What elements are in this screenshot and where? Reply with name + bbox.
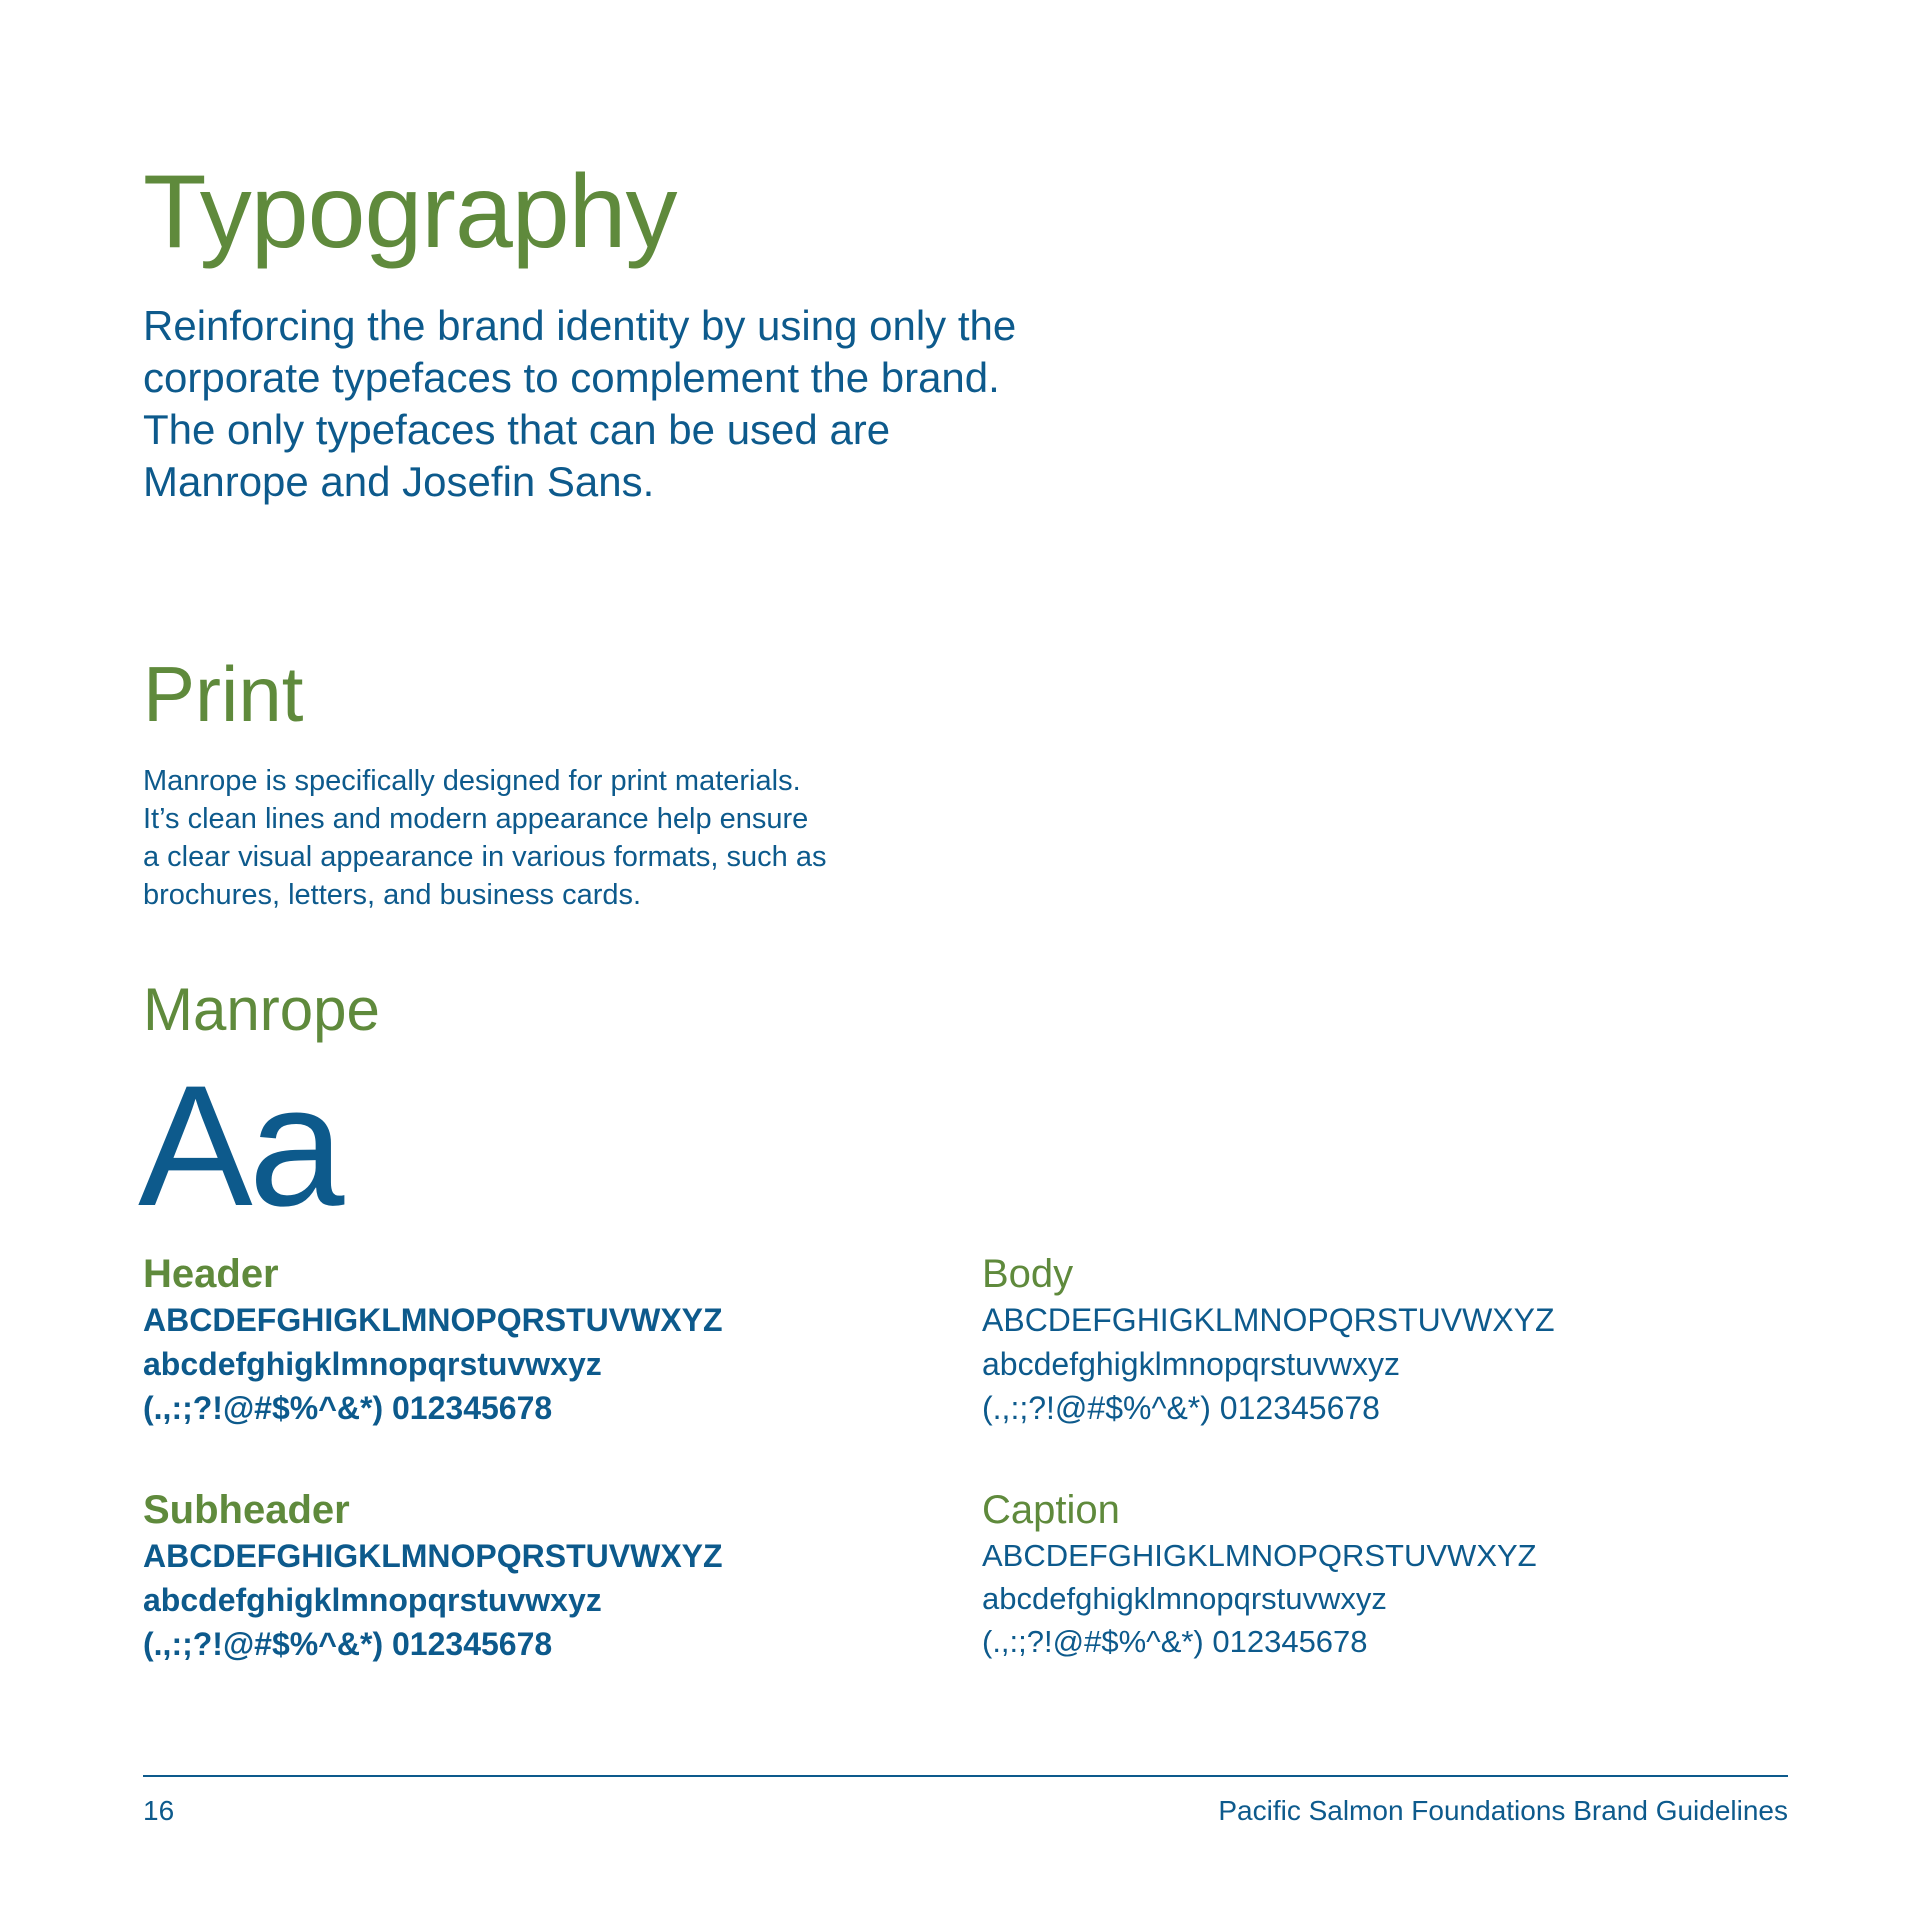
print-description [143,762,1043,914]
intro-line: Manrope and Josefin Sans. [143,458,655,505]
print-description-line: It’s clean lines and modern appearance help ensure [143,803,809,835]
lowercase-sample: abcdefghigklmnopqrstuvwxyz [982,1346,1400,1382]
footer-divider [143,1775,1788,1777]
lowercase-sample: abcdefghigklmnopqrstuvwxyz [143,1582,602,1618]
uppercase-sample: ABCDEFGHIGKLMNOPQRSTUVWXYZ [143,1302,723,1338]
symbols-sample: (.,:;?!@#$%^&*) 012345678 [143,1626,553,1662]
intro-line: Reinforcing the brand identity by using only the [143,302,1017,349]
section-title-print: Print [143,650,304,738]
style-block-subheader [143,1486,903,1666]
footer-document-title: Pacific Salmon Foundations Brand Guidelines [1218,1795,1788,1826]
uppercase-sample: ABCDEFGHIGKLMNOPQRSTUVWXYZ [982,1538,1537,1573]
print-description-line: a clear visual appearance in various formats, such as [143,841,827,873]
symbols-sample: (.,:;?!@#$%^&*) 012345678 [143,1390,553,1426]
uppercase-sample: ABCDEFGHIGKLMNOPQRSTUVWXYZ [982,1302,1555,1338]
lowercase-sample: abcdefghigklmnopqrstuvwxyz [143,1346,602,1382]
style-block-body [982,1250,1742,1430]
style-label-caption: Caption [982,1488,1120,1532]
symbols-sample: (.,:;?!@#$%^&*) 012345678 [982,1624,1368,1659]
font-name: Manrope [143,976,380,1043]
print-description-line: Manrope is specifically designed for print materials. [143,765,801,797]
intro-paragraph [143,300,1143,508]
page-number: 16 [143,1795,175,1826]
page-title: Typography [143,154,677,270]
print-description-line: brochures, letters, and business cards. [143,879,642,911]
intro-line: The only typefaces that can be used are [143,406,891,453]
style-label-subheader: Subheader [143,1488,350,1532]
style-label-header: Header [143,1252,279,1296]
intro-line: corporate typefaces to complement the brand. [143,354,1000,401]
font-specimen: Aa [138,1050,341,1242]
lowercase-sample: abcdefghigklmnopqrstuvwxyz [982,1581,1387,1616]
style-block-header [143,1250,903,1430]
symbols-sample: (.,:;?!@#$%^&*) 012345678 [982,1390,1380,1426]
uppercase-sample: ABCDEFGHIGKLMNOPQRSTUVWXYZ [143,1538,723,1574]
style-block-caption [982,1486,1742,1663]
style-label-body: Body [982,1252,1074,1296]
